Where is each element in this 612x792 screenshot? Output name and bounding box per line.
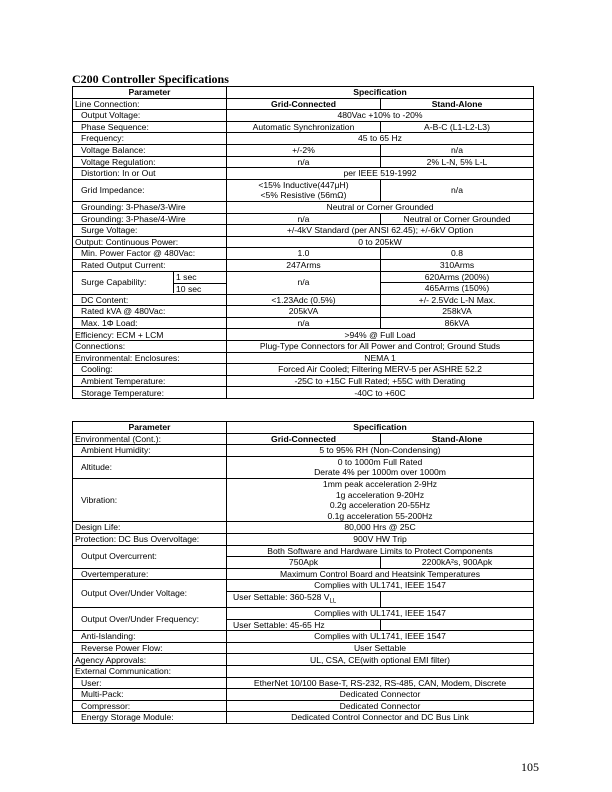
- stand-value: 258kVA: [381, 306, 534, 318]
- grid-value: [227, 557, 381, 569]
- parameter-label: Multi-Pack:: [73, 689, 227, 701]
- cell-line: 1g acceleration 9-20Hz: [335, 489, 425, 500]
- spec-value: Complies with UL1741, IEEE 1547: [227, 580, 534, 592]
- parameter-label: Cooling:: [73, 364, 227, 376]
- table-row: [73, 133, 534, 145]
- spec-value: 5 to 95% RH (Non-Condensing): [227, 445, 534, 457]
- table-row: [73, 248, 534, 260]
- spec-value: EtherNet 10/100 Base-T, RS-232, RS-485, CAN, Modem, Discrete: [227, 677, 534, 689]
- spec-value: 45 to 65 Hz: [227, 133, 534, 145]
- table-row: [73, 236, 534, 248]
- parameter-label: Connections:: [73, 341, 227, 353]
- spec-value: NEMA 1: [227, 352, 534, 364]
- parameter-label: Voltage Balance:: [73, 144, 227, 156]
- duration-label: 10 sec: [176, 283, 202, 294]
- grid-value-text: User Settable: 360-528 V: [233, 591, 330, 602]
- table-row: [73, 677, 534, 689]
- parameter-label: Agency Approvals:: [73, 654, 227, 666]
- stand-value: 620Arms (200%): [381, 271, 534, 283]
- grid-connected-header: Grid-Connected: [227, 98, 381, 110]
- spec-value: Dedicated Connector: [227, 700, 534, 712]
- parameter-label: DC Content:: [73, 294, 227, 306]
- table-row: [73, 352, 534, 364]
- table-row: [73, 110, 534, 122]
- cell-line: 0.1g acceleration 55-200Hz: [327, 510, 433, 521]
- spec-table-1: [72, 86, 534, 399]
- parameter-label: Reverse Power Flow:: [73, 642, 227, 654]
- parameter-label: Output Over/Under Voltage:: [73, 580, 227, 608]
- parameter-label: Output Over/Under Frequency:: [73, 608, 227, 631]
- table-row: [73, 317, 534, 329]
- stand-value: 2% L-N, 5% L-L: [381, 156, 534, 168]
- cell-line: 0 to 1000m Full Rated: [337, 456, 423, 467]
- spec-value: [227, 478, 534, 521]
- table-row: [73, 608, 534, 620]
- spec-value: +/-4kV Standard (per ANSI 62.45); +/-6kV Option: [227, 225, 534, 237]
- parameter-label: Grounding: 3-Phase/4-Wire: [73, 213, 227, 225]
- table-row: [73, 364, 534, 376]
- table-row: [73, 689, 534, 701]
- duration-label: 1 sec: [174, 272, 226, 284]
- table-row: [73, 259, 534, 271]
- table-row: [73, 433, 534, 445]
- spec-value: 480Vac +10% to -20%: [227, 110, 534, 122]
- parameter-label: Ambient Temperature:: [73, 375, 227, 387]
- spec-value: Complies with UL1741, IEEE 1547: [227, 631, 534, 643]
- grid-value: 1.0: [227, 248, 381, 260]
- spec-value: Maximum Control Board and Heatsink Temperatures: [227, 568, 534, 580]
- grid-value-text: 750Apk: [288, 557, 319, 568]
- spec-value: Dedicated Connector: [227, 689, 534, 701]
- table-row: [73, 271, 534, 283]
- grid-value: n/a: [227, 271, 381, 294]
- spec-value: 0 to 205kW: [227, 236, 534, 248]
- table-row: [73, 631, 534, 643]
- spec-value: per IEEE 519-1992: [227, 168, 534, 180]
- stand-value: n/a: [381, 144, 534, 156]
- spec-value: Complies with UL1741, IEEE 1547: [227, 608, 534, 620]
- page-title: C200 Controller Specifications: [72, 72, 229, 86]
- spec-table-2: [72, 421, 534, 724]
- table-row: [73, 156, 534, 168]
- table-header-row: [73, 422, 534, 434]
- spec-value: Both Software and Hardware Limits to Protect Components: [227, 545, 534, 557]
- grid-value: 247Arms: [227, 259, 381, 271]
- parameter-label: Grounding: 3-Phase/3-Wire: [73, 201, 227, 213]
- stand-value: [381, 591, 534, 607]
- table-row: [73, 456, 534, 478]
- table-row: [73, 201, 534, 213]
- spec-value: UL, CSA, CE(with optional EMI filter): [227, 654, 534, 666]
- specification-header: Specification: [227, 87, 534, 99]
- parameter-label: Distortion: In or Out: [73, 168, 227, 180]
- table-row: [73, 179, 534, 201]
- table-row: [73, 642, 534, 654]
- cell-line: <5% Resistive (56mΩ): [260, 190, 347, 201]
- grid-value: [227, 591, 381, 607]
- parameter-label: Output Overcurrent:: [73, 545, 227, 568]
- parameter-label: Rated Output Current:: [73, 259, 227, 271]
- parameter-label: Compressor:: [73, 700, 227, 712]
- table-row: [73, 445, 534, 457]
- parameter-label: User:: [73, 677, 227, 689]
- parameter-label: Design Life:: [73, 522, 227, 534]
- stand-value: 86kVA: [381, 317, 534, 329]
- parameter-label: Min. Power Factor @ 480Vac:: [73, 248, 227, 260]
- stand-value: 310Arms: [381, 259, 534, 271]
- stand-alone-header: Stand-Alone: [381, 98, 534, 110]
- table-row: [73, 225, 534, 237]
- stand-value: +/- 2.5Vdc L-N Max.: [381, 294, 534, 306]
- table-row: [73, 329, 534, 341]
- table-row: [73, 387, 534, 399]
- cell-line: 0.2g acceleration 20-55Hz: [329, 500, 431, 511]
- parameter-header: Parameter: [73, 422, 227, 434]
- parameter-label: Surge Capability:: [81, 277, 147, 288]
- parameter-label: Phase Sequence:: [73, 121, 227, 133]
- specification-header: Specification: [227, 422, 534, 434]
- table-row: [73, 341, 534, 353]
- parameter-label: Overtemperature:: [73, 568, 227, 580]
- spec-value: 900V HW Trip: [227, 533, 534, 545]
- table-row: [73, 294, 534, 306]
- grid-value: 205kVA: [227, 306, 381, 318]
- table-header-row: [73, 87, 534, 99]
- spec-value: User Settable: [227, 642, 534, 654]
- table-row: [73, 213, 534, 225]
- stand-value: Neutral or Corner Grounded: [381, 213, 534, 225]
- parameter-label: Max. 1Φ Load:: [73, 317, 227, 329]
- parameter-label: Grid Impedance:: [73, 179, 227, 201]
- parameter-label: Frequency:: [73, 133, 227, 145]
- parameter-label: Anti-Islanding:: [73, 631, 227, 643]
- spec-value: Forced Air Cooled; Filtering MERV-5 per ASHRE 52.2: [227, 364, 534, 376]
- grid-value: n/a: [227, 317, 381, 329]
- parameter-label: External Communication:: [73, 666, 227, 678]
- table-row: [73, 568, 534, 580]
- grid-value: Automatic Synchronization: [227, 121, 381, 133]
- grid-value: n/a: [227, 213, 381, 225]
- cell-line: <15% Inductive(447μH): [258, 179, 349, 190]
- parameter-label: Ambient Humidity:: [73, 445, 227, 457]
- grid-value: n/a: [227, 156, 381, 168]
- grid-value-text: User Settable: 45-65 Hz: [233, 619, 325, 630]
- table-row: [73, 522, 534, 534]
- parameter-label: Rated kVA @ 480Vac:: [73, 306, 227, 318]
- stand-value: 2200kA²s, 900Apk: [381, 557, 534, 569]
- stand-alone-header: Stand-Alone: [381, 433, 534, 445]
- parameter-header: Parameter: [73, 87, 227, 99]
- table-row: [73, 98, 534, 110]
- stand-value: n/a: [381, 179, 534, 201]
- spec-value: -40C to +60C: [227, 387, 534, 399]
- table-row: [73, 478, 534, 521]
- spec-value: -25C to +15C Full Rated; +55C with Derating: [227, 375, 534, 387]
- table-row: [73, 168, 534, 180]
- spec-value: >94% @ Full Load: [227, 329, 534, 341]
- parameter-label: Energy Storage Module:: [73, 712, 227, 724]
- table-row: [73, 533, 534, 545]
- spec-value: 80,000 Hrs @ 25C: [227, 522, 534, 534]
- subscript: LL: [329, 598, 337, 605]
- parameter-label: Surge Voltage:: [73, 225, 227, 237]
- parameter-label: Environmental: Enclosures:: [73, 352, 227, 364]
- parameter-label: Protection: DC Bus Overvoltage:: [73, 533, 227, 545]
- table-row: [73, 121, 534, 133]
- stand-value: 0.8: [381, 248, 534, 260]
- grid-value: <1.23Adc (0.5%): [227, 294, 381, 306]
- stand-value: 465Arms (150%): [381, 283, 534, 295]
- parameter-label: Storage Temperature:: [73, 387, 227, 399]
- spec-value: Neutral or Corner Grounded: [227, 201, 534, 213]
- parameter-label: Efficiency: ECM + LCM: [73, 329, 227, 341]
- table-row: [73, 580, 534, 592]
- parameter-label: [73, 271, 227, 294]
- parameter-label: Environmental (Cont.):: [73, 433, 227, 445]
- grid-connected-header: Grid-Connected: [227, 433, 381, 445]
- table-row: [73, 144, 534, 156]
- table-row: [73, 712, 534, 724]
- parameter-label: Output Voltage:: [73, 110, 227, 122]
- table-row: [73, 666, 534, 678]
- parameter-label: Vibration:: [73, 478, 227, 521]
- spec-value: [227, 456, 534, 478]
- spec-value: Dedicated Control Connector and DC Bus Link: [227, 712, 534, 724]
- grid-value: [227, 179, 381, 201]
- parameter-label: Voltage Regulation:: [73, 156, 227, 168]
- table-row: [73, 306, 534, 318]
- table-row: [73, 545, 534, 557]
- stand-value: [381, 619, 534, 631]
- table-row: [73, 700, 534, 712]
- grid-value: [227, 619, 381, 631]
- parameter-label: Line Connection:: [73, 98, 227, 110]
- table-row: [73, 654, 534, 666]
- grid-value: +/-2%: [227, 144, 381, 156]
- table-row: [73, 375, 534, 387]
- stand-value: A-B-C (L1-L2-L3): [381, 121, 534, 133]
- parameter-label: Altitude:: [73, 456, 227, 478]
- cell-line: 1mm peak acceleration 2-9Hz: [322, 479, 438, 490]
- spec-value: Plug-Type Connectors for All Power and Control; Ground Studs: [227, 341, 534, 353]
- parameter-label: Output: Continuous Power:: [73, 236, 227, 248]
- spec-value: [227, 666, 534, 678]
- page-number: 105: [521, 760, 539, 774]
- cell-line: Derate 4% per 1000m over 1000m: [314, 467, 446, 478]
